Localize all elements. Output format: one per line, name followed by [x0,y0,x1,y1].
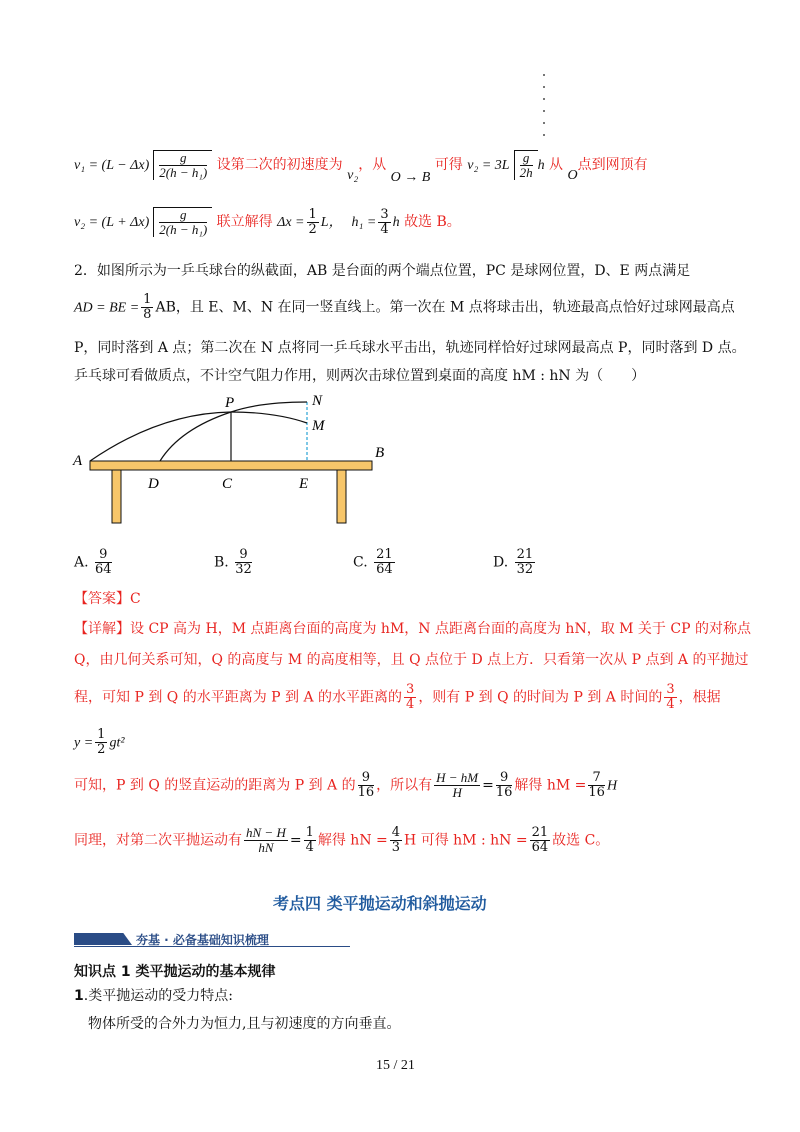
text: 解得 hM = [514,777,587,794]
label-d: D [148,476,159,492]
frac-den: 2 [308,221,317,237]
question-line-2 [74,293,735,322]
text: 可得 [434,157,463,173]
text: ，从 [358,157,387,173]
text: 解得 hN = [317,832,388,849]
formula-line-2 [74,207,461,237]
frac-den: 64 [95,562,112,577]
frac-den: 32 [516,562,534,577]
frac-num: 9 [95,548,112,563]
text: H 可得 hM : hN = [404,832,528,849]
text: 可知，P 到 Q 的竖直运动的距离为 P 到 A 的 [74,777,356,794]
frac-den: 16 [588,785,605,800]
frac-den: 4 [406,697,415,712]
label-m: M [312,418,325,434]
frac-den: 64 [376,562,393,577]
question-line-1: 2．如图所示为一乒乓球台的纵截面，AB 是台面的两个端点位置，PC 是球网位置，D、E 两点满足 [74,263,691,279]
decorative-dots [543,74,545,146]
frac-num: 21 [376,547,393,562]
sqrt-den: 2(h − h₁) [159,165,208,180]
ad-eq: AD = BE = [74,300,140,316]
banner [74,930,350,948]
text: .类平抛运动的受力特点: [83,988,233,1004]
item-number: 1 [74,988,84,1004]
v2-lhs: v₂ = (L + Δx) [74,215,150,230]
label-a: A [73,453,83,469]
text: 故选 C。 [552,832,610,849]
text: ，则有 P 到 Q 的时间为 P 到 A 时间的 [418,689,663,706]
sqrt-num: g [159,208,207,223]
frac-den: 4 [305,840,314,855]
table-top [90,461,372,470]
frac-num: hN − H [246,825,286,840]
frac-den: 2 [97,742,106,757]
equals: = [289,832,302,849]
label-c: C [222,476,233,492]
formula-tail: gt² [109,735,125,751]
frac-num: 1 [308,206,317,222]
question-line-4: 乒乓球可看做质点，不计空气阻力作用，则两次击球位置到桌面的高度 hM : hN 为（ ） [74,368,646,384]
explain-line-2: Q，由几何关系可知，Q 的高度与 M 的高度相等，且 Q 点位于 D 点上方．只看第一次从 P 点到 A 的平抛过 [74,652,749,668]
sqrt-expression [153,207,212,237]
frac-num: 9 [496,771,513,786]
frac-den: hN [258,840,274,855]
h1-tail: h [392,215,400,230]
h1-eq: h₁ = [351,215,377,230]
label-b: B [375,445,385,461]
option-label: C. [353,554,368,571]
text: ，所以有 [376,777,433,794]
page-number: 15 / 21 [376,1058,415,1073]
frac-den: 4 [666,697,675,712]
option-a[interactable] [74,548,114,577]
o-label: O [567,168,578,183]
frac-num: 21 [531,825,549,840]
option-label: B. [214,554,229,571]
label-e: E [299,476,309,492]
sqrt-den: 2(h − h₁) [159,222,208,237]
sqrt-expression [153,150,212,180]
equals: = [482,777,494,794]
option-label: D. [493,554,509,571]
explain-line-1: 【详解】设 CP 高为 H，M 点距离台面的高度为 hM，N 点距离台面的高度为 hN，取 M 关于 CP 的对称点 [74,621,751,637]
frac-den: 16 [495,785,513,800]
frac-num: 9 [358,771,375,786]
frac-num: 1 [97,727,106,742]
knowledge-point-title: 知识点 1 类平抛运动的基本规律 [74,964,276,980]
frac-den: 3 [391,840,401,855]
v2-eq: v₂ = 3L [467,158,510,173]
frac-num: 3 [406,682,415,697]
text: 故选 B。 [404,214,461,230]
text: AB，且 E、M、N 在同一竖直线上。第一次在 M 点将球击出，轨迹最高点恰好过球网最高点 [155,299,735,316]
explain-line-5 [74,771,617,800]
option-b[interactable] [214,548,254,577]
option-d[interactable] [493,548,537,577]
h-var: H [606,778,618,794]
formula-line-1: v₁ = (L − Δx) $\frac{g}{\text{2(h − h₁)}}$ 设第二次的初速度为 v₂，从 O → B 可得 v₂ = 3L $\frac{g}{2h}$ h 从 O点到网顶有 [74,150,648,185]
dx-tail: L， [320,215,343,230]
sqrt2-num: g [520,151,533,166]
frac-den: 32 [235,562,252,577]
text: 点到网顶有 [577,157,648,173]
frac-den: 64 [531,840,549,855]
text: 设第二次的初速度为 [216,157,343,173]
section-title: 考点四 类平抛运动和斜抛运动 [273,894,487,913]
frac-num: 3 [666,682,675,697]
y-eq: y = [74,735,94,751]
frac-num: 4 [391,825,401,840]
v2-symbol: v₂ [347,168,359,183]
frac-den: 8 [143,307,152,322]
option-label: A. [74,554,89,571]
dx-eq: Δx = [277,215,305,230]
frac-num: 3 [380,206,389,222]
sqrt2-den: 2h [519,165,533,180]
explain-line-6 [74,826,609,855]
sqrt-expression-2 [514,150,538,180]
frac-num: 21 [516,547,534,562]
knowledge-point-body: 物体所受的合外力为恒力,且与初速度的方向垂直。 [88,1016,401,1032]
banner-text: 夯基 · 必备基础知识梳理 [136,933,269,947]
frac-num: 1 [305,825,314,840]
text: 从 [549,157,564,173]
label-n: N [312,393,323,409]
sqrt-num: g [159,151,207,166]
frac-den: H [452,785,462,800]
frac-num: H − hM [436,770,479,785]
trajectory-1 [90,412,307,461]
explain-line-3 [74,683,721,712]
banner-shape [74,933,132,945]
question-line-3: P，同时落到 A 点；第二次在 N 点将同一乒乓球水平击出，轨迹同样恰好过球网最高点 P，同时落到 D 点。 [74,340,746,356]
frac-num: 9 [235,548,252,563]
frac-num: 7 [588,771,605,786]
path-o-b: O → B [390,170,431,185]
label-p: P [225,395,235,411]
ping-pong-table-figure [70,385,400,535]
table-leg-right [337,470,346,523]
knowledge-point-1 [74,986,233,1006]
frac-num: 1 [143,292,152,307]
v1-lhs: v₁ = (L − Δx) [74,158,150,173]
text: 同理，对第二次平抛运动有 [74,832,242,849]
frac-den: 16 [357,785,375,800]
text: 程，可知 P 到 Q 的水平距离为 P 到 A 的水平距离的 [74,689,403,706]
table-leg-left [112,470,121,523]
option-c[interactable] [353,548,397,577]
text: 联立解得 [216,214,273,230]
text: ，根据 [678,689,721,706]
formula-y [74,728,125,757]
answer: 【答案】C [74,591,141,607]
frac-den: 4 [380,221,389,237]
